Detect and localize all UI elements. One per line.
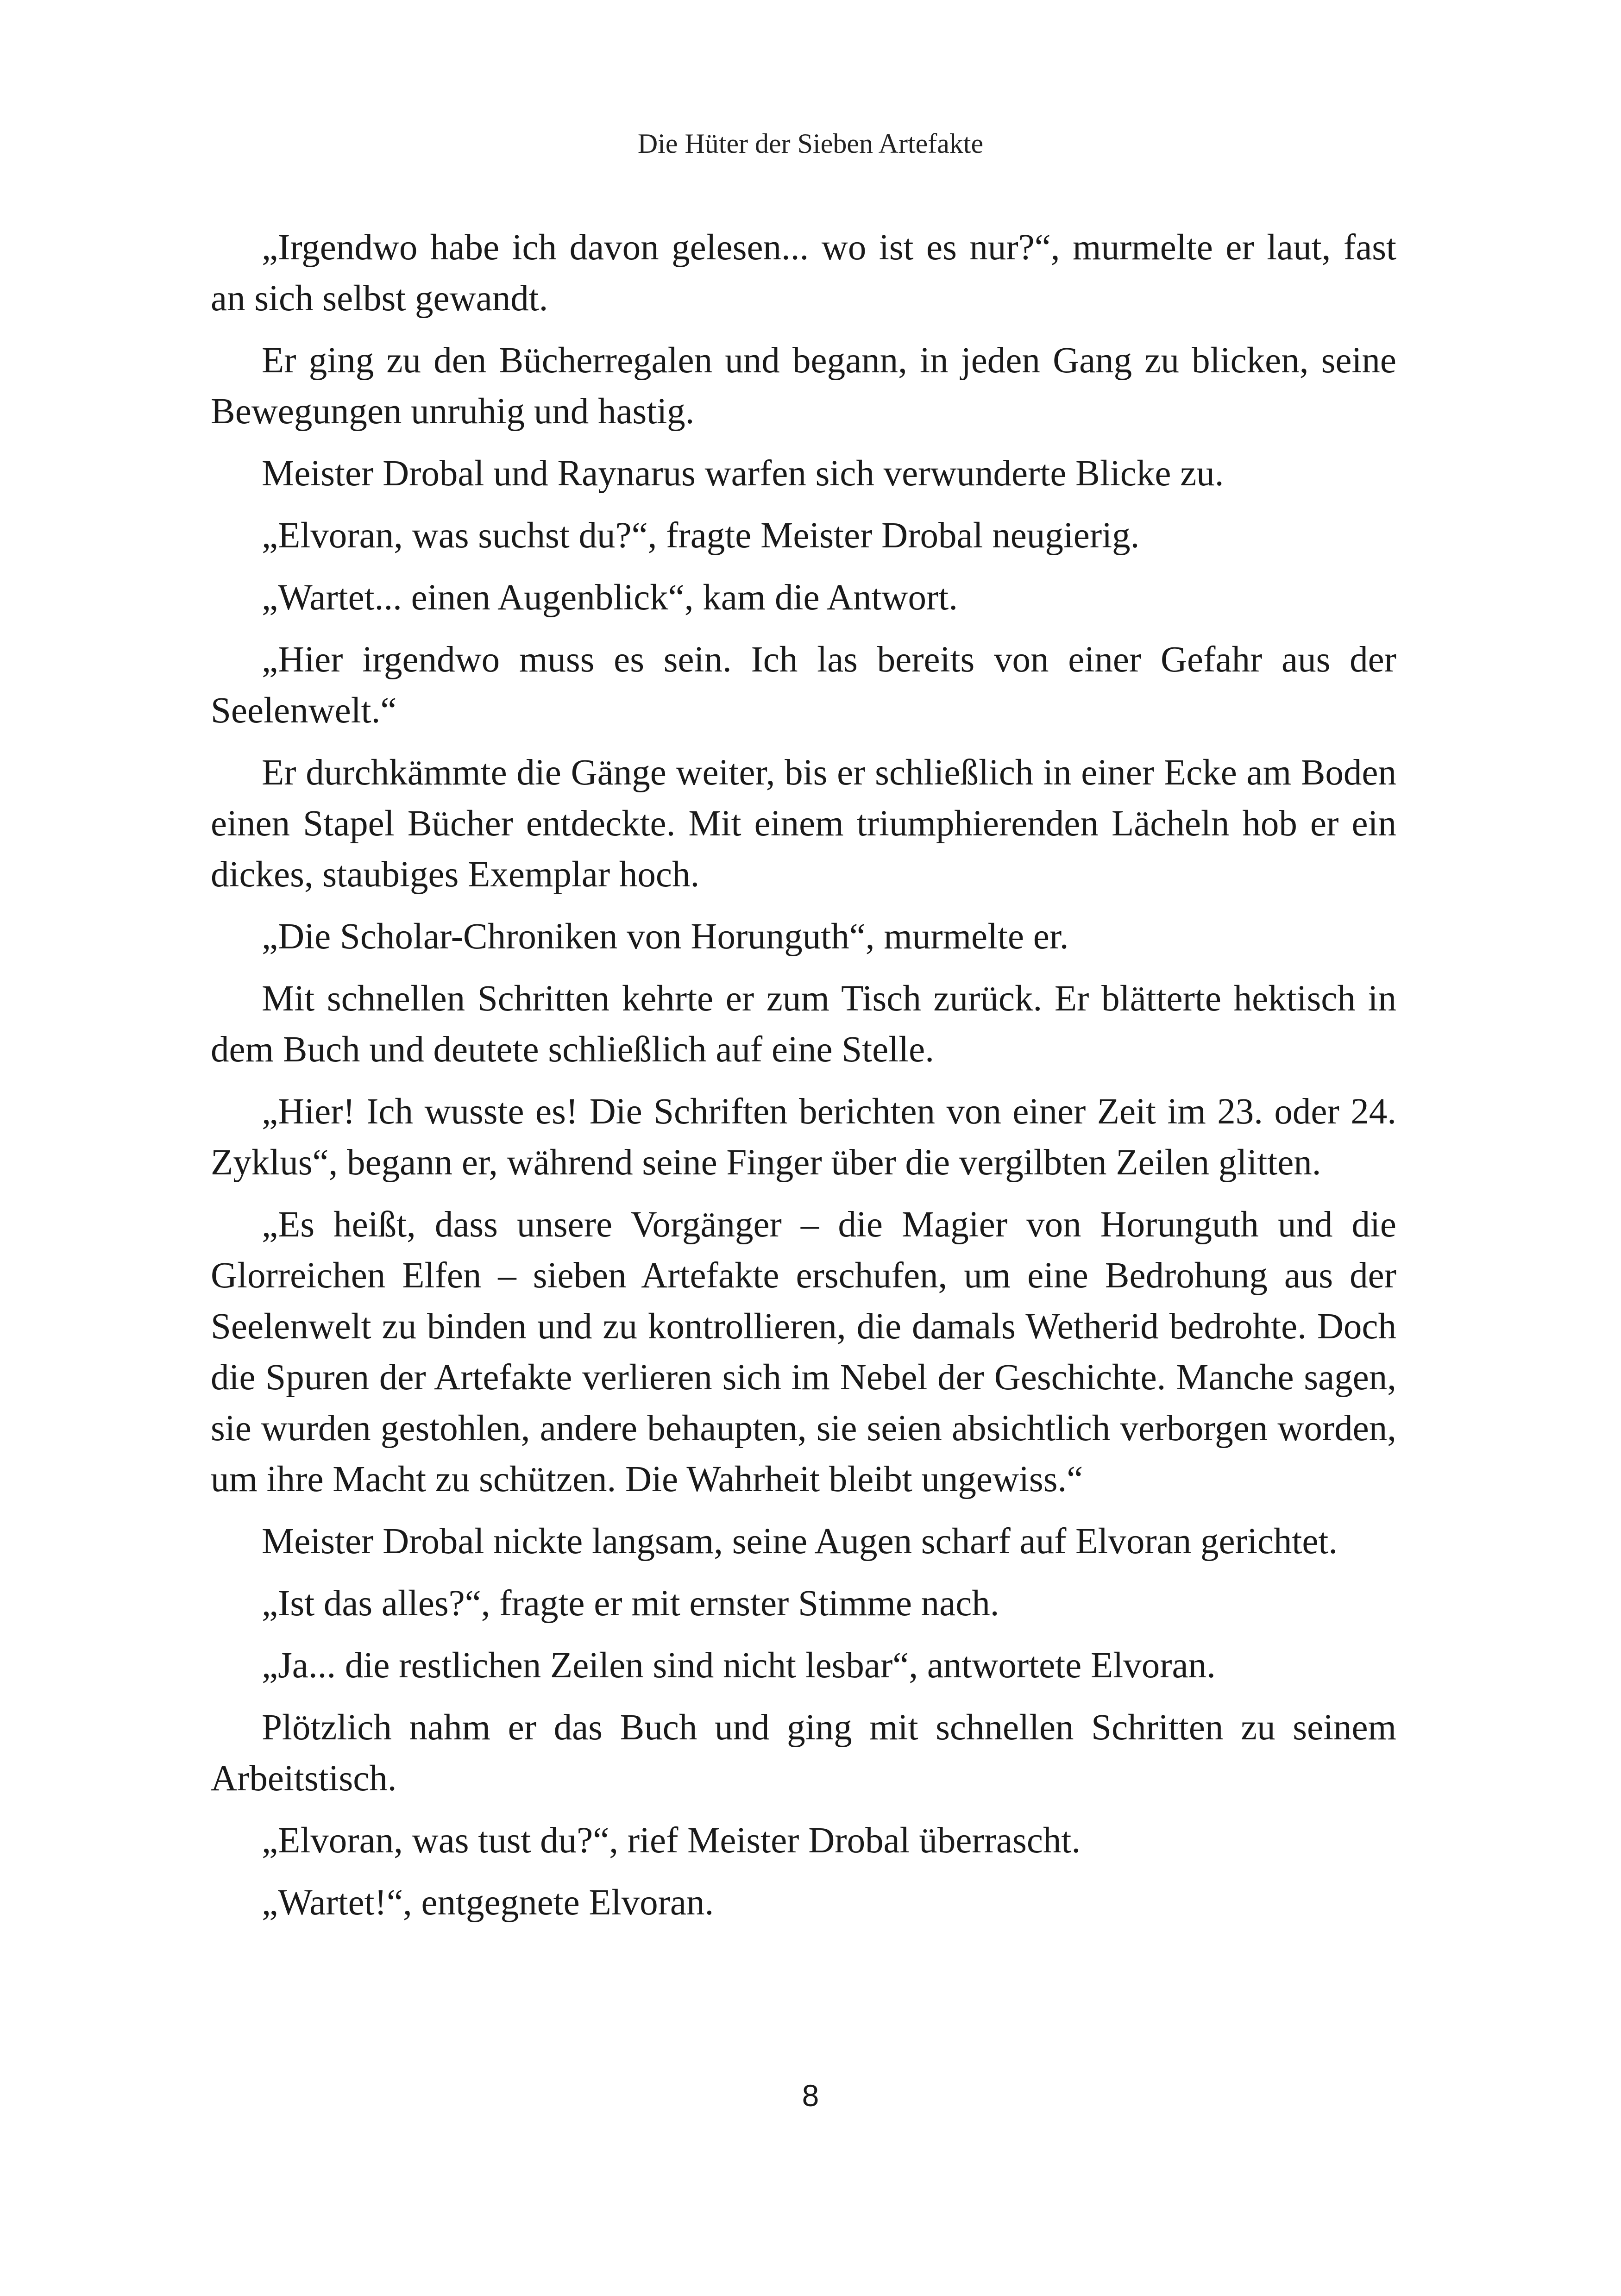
running-header: Die Hüter der Sieben Artefakte xyxy=(637,128,984,159)
paragraph: Er ging zu den Bücherregalen und begann, in jeden Gang zu blicken, seine Bewegungen unruhig und hastig. xyxy=(211,340,1396,432)
page-number: 8 xyxy=(802,2078,819,2113)
paragraph: Meister Drobal und Raynarus warfen sich verwunderte Blicke zu. xyxy=(262,453,1224,494)
paragraph: „Hier! Ich wusste es! Die Schriften berichten von einer Zeit im 23. oder 24. Zyklus“, begann er, während seine Finger über die vergilbten Zeilen glitten. xyxy=(211,1092,1396,1183)
paragraph: „Irgendwo habe ich davon gelesen... wo ist es nur?“, murmelte er laut, fast an sich selbst gewandt. xyxy=(211,227,1396,319)
paragraph: „Wartet!“, entgegnete Elvoran. xyxy=(262,1882,714,1923)
paragraph: Mit schnellen Schritten kehrte er zum Tisch zurück. Er blätterte hektisch in dem Buch und deutete schließlich auf eine Stelle. xyxy=(211,979,1396,1070)
paragraph: „Elvoran, was tust du?“, rief Meister Drobal überrascht. xyxy=(262,1820,1081,1861)
paragraph: „Wartet... einen Augenblick“, kam die Antwort. xyxy=(262,577,958,618)
paragraph: „Es heißt, dass unsere Vorgänger – die Magier von Horunguth und die Glorreichen Elfen – sieben Artefakte erschufen, um eine Bedrohung aus der Seelenwelt zu binden und zu kontrollieren, die damals Wetherid bedrohte. Doch die Spuren der Artefakte verlieren sich im Nebel der Geschichte. Manche sagen, sie wurden gestohlen, andere behaupten, sie seien absichtlich verborgen worden, um ihre Macht zu schützen. Die Wahrheit bleibt ungewiss.“ xyxy=(211,1204,1396,1499)
paragraph: „Ja... die restlichen Zeilen sind nicht lesbar“, antwortete Elvoran. xyxy=(262,1645,1216,1686)
paragraph: „Elvoran, was suchst du?“, fragte Meister Drobal neugierig. xyxy=(262,515,1140,556)
body-text xyxy=(211,222,1396,1939)
paragraph: Plötzlich nahm er das Buch und ging mit schnellen Schritten zu seinem Arbeitstisch. xyxy=(211,1707,1396,1799)
paragraph: Meister Drobal nickte langsam, seine Augen scharf auf Elvoran gerichtet. xyxy=(262,1521,1338,1562)
paragraph: Er durchkämmte die Gänge weiter, bis er schließlich in einer Ecke am Boden einen Stapel Bücher entdeckte. Mit einem triumphierenden Lächeln hob er ein dickes, staubiges Exemplar hoch. xyxy=(211,753,1396,895)
paragraph: „Hier irgendwo muss es sein. Ich las bereits von einer Gefahr aus der Seelenwelt.“ xyxy=(211,640,1396,731)
paragraph: „Ist das alles?“, fragte er mit ernster Stimme nach. xyxy=(262,1583,999,1624)
paragraph: „Die Scholar-Chroniken von Horunguth“, murmelte er. xyxy=(262,916,1069,957)
